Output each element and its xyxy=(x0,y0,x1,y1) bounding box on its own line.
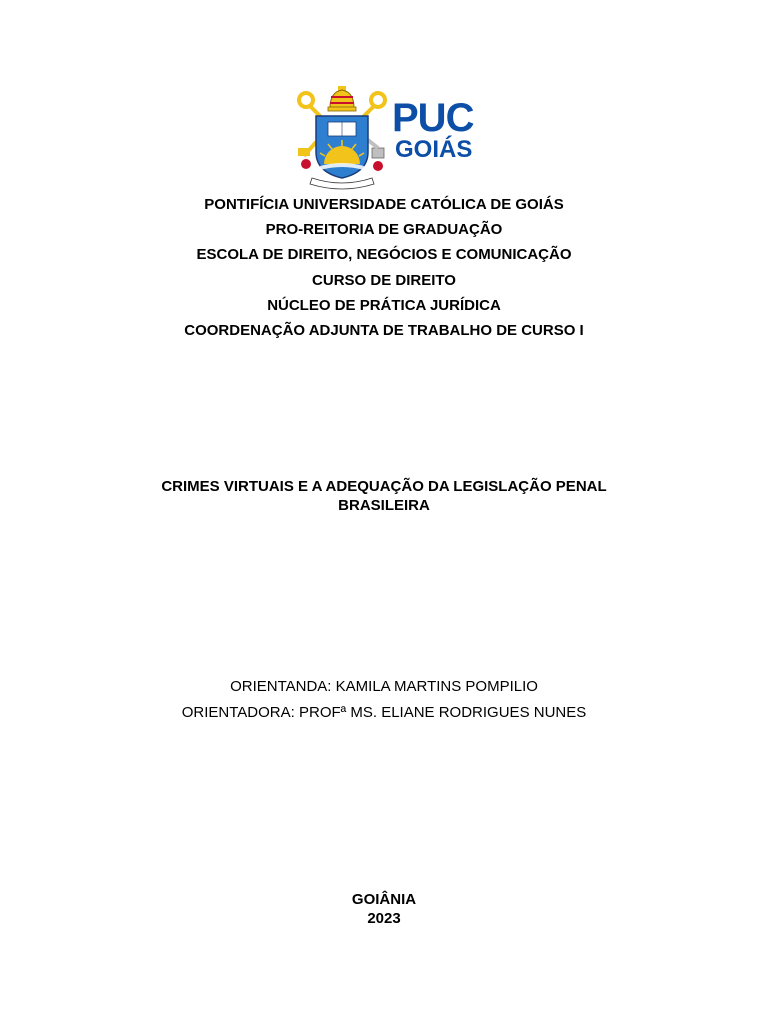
institution-line: NÚCLEO DE PRÁTICA JURÍDICA xyxy=(267,296,501,314)
institution-line: ESCOLA DE DIREITO, NEGÓCIOS E COMUNICAÇÃO xyxy=(196,246,572,264)
tiara-icon xyxy=(328,86,356,111)
brand-puc: PUC xyxy=(392,96,474,140)
brand-goias: GOIÁS xyxy=(395,136,473,163)
institution-header xyxy=(0,192,768,343)
shield-icon xyxy=(316,116,368,178)
document-title xyxy=(0,477,768,515)
university-logo xyxy=(292,86,482,190)
student-name: ORIENTANDA: KAMILA MARTINS POMPILIO xyxy=(230,678,538,695)
advisor-name: ORIENTADORA: PROFª MS. ELIANE RODRIGUES NUNES xyxy=(181,703,587,721)
motto-ribbon-icon xyxy=(310,178,374,189)
title-line-1: CRIMES VIRTUAIS E A ADEQUAÇÃO DA LEGISLAÇÃO PENAL xyxy=(161,478,607,495)
institution-line: COORDENAÇÃO ADJUNTA DE TRABALHO DE CURSO I xyxy=(184,321,584,339)
city: GOIÂNIA xyxy=(351,891,417,908)
institution-line: CURSO DE DIREITO xyxy=(312,271,456,289)
institution-line: PRO-REITORIA DE GRADUAÇÃO xyxy=(265,221,503,239)
place-and-date xyxy=(0,890,768,928)
institution-line: PONTIFÍCIA UNIVERSIDADE CATÓLICA DE GOIÁS xyxy=(204,196,564,213)
title-line-2: BRASILEIRA xyxy=(338,497,430,514)
authors-block xyxy=(0,674,768,725)
year: 2023 xyxy=(367,910,401,927)
coat-of-arms-icon xyxy=(292,86,392,190)
